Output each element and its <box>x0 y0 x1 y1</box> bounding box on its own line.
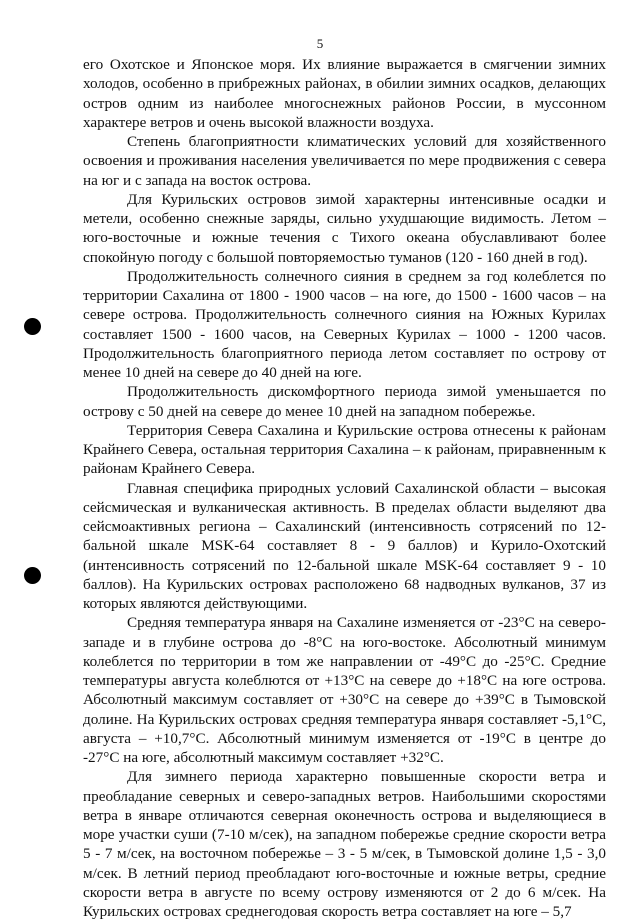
paragraph-5: Продолжительность дискомфортного периода зимой уменьшается по острову с 50 дней на севере до менее 10 дней на западном побережье. <box>83 383 606 420</box>
paragraph-3: Для Курильских островов зимой характерны интенсивные осадки и метели, особенно снежные заряды, сильно ухудшающие видимость. Летом – юго-восточные и южные течения с Тихого океана обуславливают более спокойную погоду с большой повторяемостью туманов (120 - 160 дней в год). <box>83 190 606 266</box>
punch-hole-upper <box>24 318 41 335</box>
paragraph-9: Для зимнего периода характерно повышенные скорости ветра и преобладание северных и северо-западных ветров. Наибольшими скоростями ветра в январе отличаются северная оконечность острова и выделяющиеся в море участки суши (7-10 м/сек), на западном побережье средние скорости ветра 5 - 7 м/сек, на восточном побережье – 3 - 5 м/сек, в Тымовской долине 1,5 - 3,0 м/сек. В летний период преобладают юго-восточные и южные ветры, средние скорости ветра в августе по всему острову изменяются от 2 до 6 м/сек. На Курильских островах среднегодовая скорость ветра составляет на юге – 5,7 <box>83 768 606 920</box>
paragraph-4: Продолжительность солнечного сияния в среднем за год колеблется по территории Сахалина от 1800 - 1900 часов – на юге, до 1500 - 1600 часов – на севере острова. Продолжительность солнечного сияния на Южных Курилах составляет 1500 - 1600 часов, на Северных Курилах – 1000 - 1200 часов. Продолжительность благоприятного периода летом составляет по острову от менее 10 дней на севере до 40 дней на юге. <box>83 267 606 381</box>
paragraph-2: Степень благоприятности климатических условий для хозяйственного освоения и проживания населения увеличивается по мере продвижения с севера на юг и с запада на восток острова. <box>83 133 606 189</box>
punch-hole-lower <box>24 567 41 584</box>
paragraph-6: Территория Севера Сахалина и Курильские острова отнесены к районам Крайнего Севера, остальная территория Сахалина – к районам, приравненным к районам Крайнего Севера. <box>83 421 606 478</box>
paragraph-1: его Охотское и Японское моря. Их влияние выражается в смягчении зимних холодов, особенно в прибрежных районах, в обилии зимних осадков, делающих остров одним из наиболее многоснежных районов России, в муссонном характере ветров и очень высокой влажности воздуха. <box>83 56 606 131</box>
page-number: 5 <box>316 36 324 51</box>
document-body <box>83 55 606 921</box>
paragraph-7: Главная специфика природных условий Сахалинской области – высокая сейсмическая и вулканическая активность. В пределах области выделяют два сейсмоактивных региона – Сахалинский (интенсивность сотрясений по 12-бальной шкале MSK-64 составляет 8 - 9 баллов) и Курило-Охотский (интенсивность сотрясений по 12-бальной шкале MSK-64 составляет 9 - 10 баллов). На Курильских островах расположено 68 надводных вулканов, 37 из которых являются действующими. <box>83 479 606 612</box>
paragraph-8: Средняя температура января на Сахалине изменяется от -23°С на северо-западе и в глубине острова до -8°С на юго-востоке. Абсолютный минимум колеблется по территории в том же направлении от -49°С до -25°С. Средние температуры августа колеблются от +13°С на севере до +18°С на юге острова. Абсолютный максимум составляет от +30°С на севере до +39°С в Тымовской долине. На Курильских островах средняя температура января составляет -5,1°С, августа – +10,7°С. Абсолютный минимум изменяется от -19°С в центре до -27°С на юге, абсолютный максимум составляет +32°С. <box>83 614 606 766</box>
